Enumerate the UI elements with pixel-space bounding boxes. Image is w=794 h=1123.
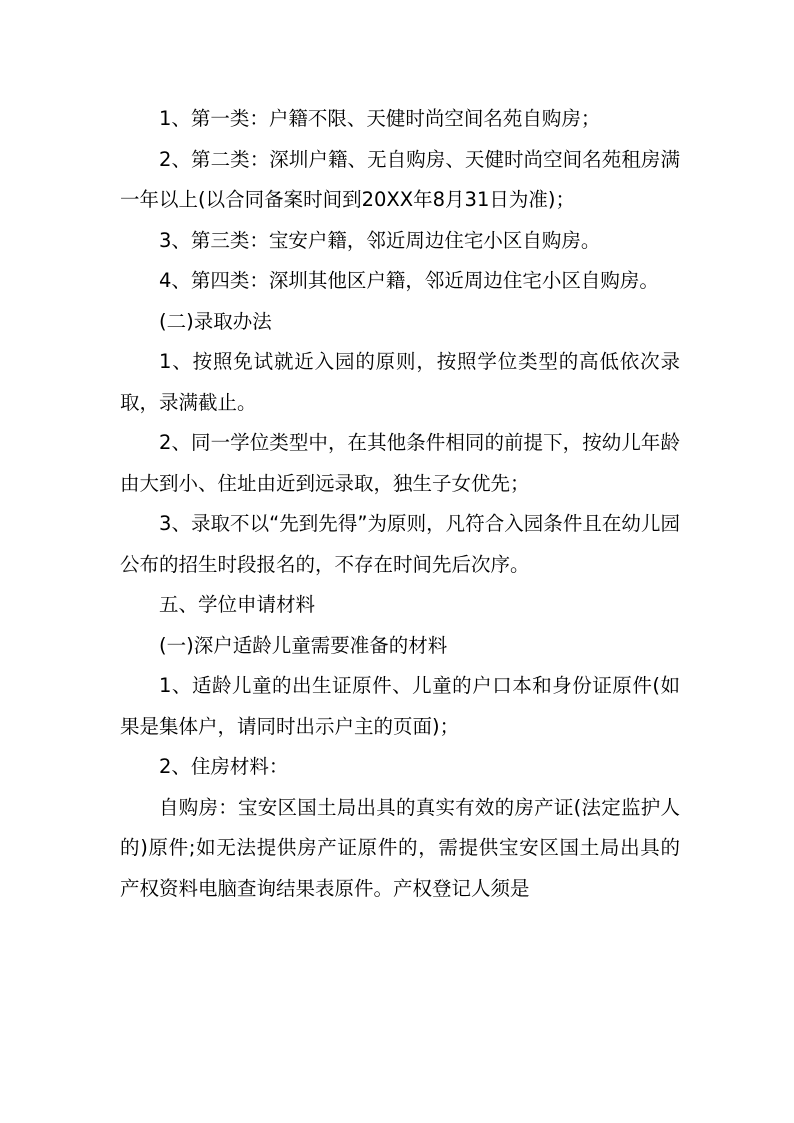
paragraph-owned-house: 自购房：宝安区国土局出具的真实有效的房产证(法定监护人的)原件;如无法提供房产证原件的，需提供宝安区国土局出具的产权资料电脑查询结果表原件。产权登记人须是 [120, 795, 680, 900]
paragraph-category-4: 4、第四类：深圳其他区户籍，邻近周边住宅小区自购房。 [159, 269, 659, 292]
section-heading-admission-method: (二)录取办法 [159, 309, 272, 333]
paragraph-material-2: 2、住房材料： [159, 755, 289, 778]
paragraph-admission-rule-2: 2、同一学位类型中，在其他条件相同的前提下，按幼儿年龄由大到小、住址由近到远录取，独生子女优先； [120, 431, 680, 495]
document-body [120, 99, 680, 909]
paragraph-admission-rule-1: 1、按照免试就近入园的原则，按照学位类型的高低依次录取，录满截止。 [120, 350, 680, 414]
paragraph-admission-rule-3: 3、录取不以“先到先得”为原则，凡符合入园条件且在幼儿园公布的招生时段报名的，不存在时间先后次序。 [120, 512, 680, 576]
section-heading-application-materials: 五、学位申请材料 [159, 593, 316, 616]
paragraph-category-1: 1、第一类：户籍不限、天健时尚空间名苑自购房； [159, 107, 601, 130]
paragraph-material-1: 1、适龄儿童的出生证原件、儿童的户口本和身份证原件(如果是集体户，请同时出示户主的页面)； [120, 674, 680, 738]
paragraph-category-3: 3、第三类：宝安户籍，邻近周边住宅小区自购房。 [159, 228, 601, 252]
paragraph-category-2: 2、第二类：深圳户籍、无自购房、天健时尚空间名苑租房满一年以上(以合同备案时间到20XX年8月31日为准)； [120, 147, 680, 211]
subsection-heading-shenzhen-hukou-materials: (一)深户适龄儿童需要准备的材料 [159, 633, 448, 657]
